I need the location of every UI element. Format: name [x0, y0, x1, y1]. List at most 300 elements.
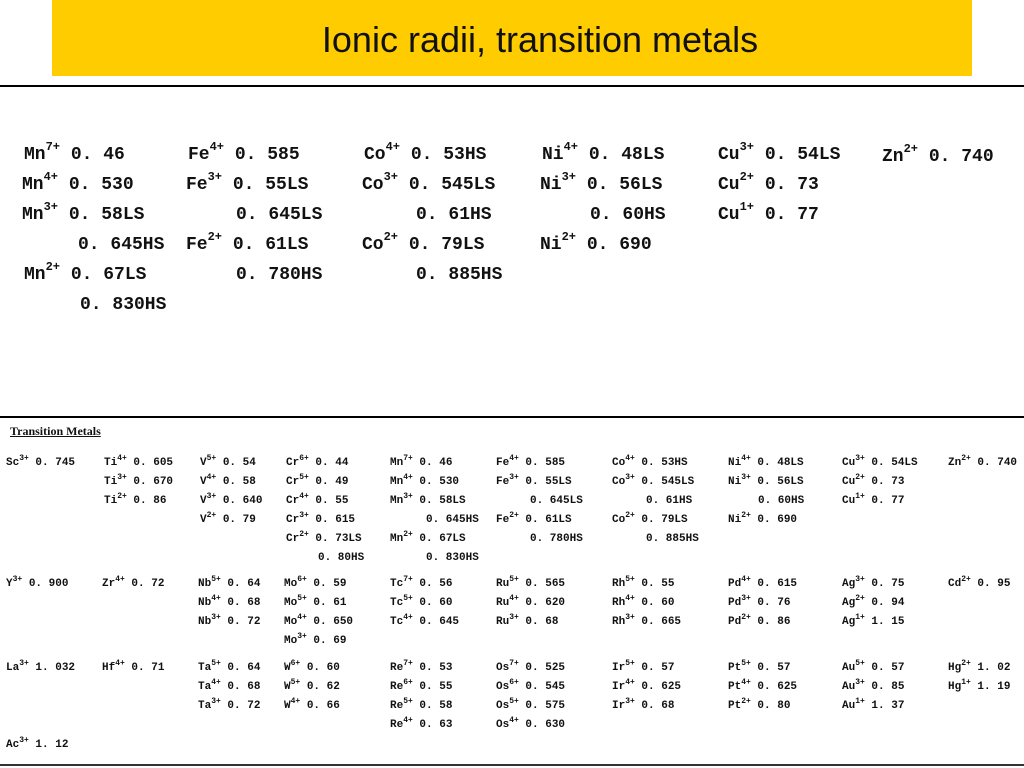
table-ion-mn-15	[390, 473, 460, 488]
radius-value: 0. 650	[313, 616, 354, 628]
radius-value: 0. 645HS	[78, 235, 165, 255]
radius-value: 0. 745	[35, 457, 76, 469]
ion-charge: 3+	[739, 140, 755, 154]
table-ion-cr-9	[286, 473, 349, 488]
ion-symbol: Cd	[948, 578, 962, 590]
ion-symbol: Ir	[612, 700, 626, 712]
radius-value: 0. 62	[306, 681, 340, 693]
radius-value: 0. 67LS	[70, 265, 147, 285]
radius-value: 0. 645	[419, 616, 460, 628]
table-ion-la-63	[6, 659, 76, 674]
ion-charge: 3+	[12, 575, 23, 584]
ion-symbol: Au	[842, 662, 856, 674]
ion-charge: 7+	[403, 575, 413, 584]
radius-value: 0. 77	[764, 205, 819, 225]
ion-charge: 3+	[625, 613, 635, 622]
ion-charge: 2+	[741, 511, 751, 520]
ion-symbol: Tc	[390, 578, 404, 590]
table-ion-ta-67	[198, 697, 261, 712]
ion-symbol: Tc	[390, 597, 404, 609]
ion-charge: 5+	[403, 697, 413, 706]
ion-symbol: Cr	[286, 495, 300, 507]
table-ion-cr-8	[286, 454, 349, 469]
table-ion-nb-40	[198, 575, 261, 590]
ion-charge: 5+	[625, 575, 635, 584]
ion-symbol: Zn	[948, 457, 962, 469]
ion-charge: 4+	[117, 454, 127, 463]
ion-charge: 4+	[43, 170, 59, 184]
table-ion-fe-21	[496, 473, 572, 488]
table-ion-cu-34	[842, 454, 918, 469]
radius-value: 0. 58LS	[419, 495, 466, 507]
ion-symbol: Pt	[728, 662, 742, 674]
ion-charge: 2+	[961, 659, 971, 668]
ion-symbol: Re	[390, 719, 404, 731]
radius-value: 0. 830HS	[426, 552, 479, 564]
radius-value: 0. 780HS	[236, 265, 323, 285]
ion-charge: 2+	[509, 511, 519, 520]
enlarged-ion-cont-3	[78, 236, 164, 254]
ion-symbol: Cr	[286, 476, 300, 488]
radius-value: 0. 55LS	[232, 175, 309, 195]
enlarged-ion-mn-2	[22, 200, 145, 225]
radius-value: 0. 64	[227, 662, 261, 674]
ion-charge: 2+	[383, 230, 399, 244]
ion-charge: 5+	[509, 575, 519, 584]
table-ion-ni-31	[728, 473, 804, 488]
table-ion-pt-83	[728, 678, 798, 693]
enlarged-ion-cont-18	[590, 206, 666, 224]
table-ion-nb-41	[198, 594, 261, 609]
ion-symbol: W	[284, 662, 291, 674]
ion-symbol: Fe	[186, 235, 208, 255]
table-ion-cr-12	[286, 530, 362, 545]
ion-charge: 3+	[855, 575, 865, 584]
ion-charge: 4+	[403, 473, 413, 482]
ion-charge: 2+	[207, 230, 223, 244]
table-ion-fe-20	[496, 454, 566, 469]
table-ion-os-75	[496, 659, 566, 674]
ion-symbol: Co	[612, 476, 626, 488]
ion-symbol: W	[284, 681, 291, 693]
radius-value: 0. 585	[525, 457, 566, 469]
ion-symbol: Hg	[948, 681, 962, 693]
table-ion-re-74	[390, 716, 453, 731]
table-ion-w-68	[284, 659, 340, 674]
table-ion-mo-44	[284, 594, 347, 609]
radius-value: 0. 780HS	[530, 533, 583, 545]
table-ion-cr-10	[286, 492, 349, 507]
radius-value: 0. 69	[313, 635, 347, 647]
ion-charge: 3+	[19, 659, 29, 668]
radius-value: 0. 605	[133, 457, 174, 469]
table-ion-cu-36	[842, 492, 905, 507]
radius-value: 0. 58	[222, 476, 256, 488]
radius-value: 0. 545LS	[641, 476, 695, 488]
ion-charge: 1+	[739, 200, 755, 214]
table-ion-co-25	[612, 454, 688, 469]
table-ion-hg-89	[948, 678, 1011, 693]
radius-value: 0. 79LS	[641, 514, 688, 526]
ion-charge: 6+	[299, 454, 309, 463]
radius-value: 0. 740	[928, 147, 994, 167]
table-ion-hf-64	[102, 659, 165, 674]
radius-value: 0. 58LS	[68, 205, 145, 225]
enlarged-ion-cont-13	[416, 206, 492, 224]
table-ion-v-7	[200, 511, 256, 526]
enlarged-ion-fe-6	[188, 140, 300, 165]
ion-charge: 5+	[211, 659, 221, 668]
ion-symbol: Cr	[286, 514, 300, 526]
radius-value: 0. 56LS	[757, 476, 804, 488]
page-title: Ionic radii, transition metals	[321, 19, 759, 60]
table-ion-pd-56	[728, 575, 798, 590]
radius-value: 1. 12	[35, 739, 69, 751]
ion-charge: 4+	[211, 594, 221, 603]
ion-charge: 5+	[299, 473, 309, 482]
ion-symbol: Cu	[842, 495, 856, 507]
table-ion-cont-13	[318, 553, 364, 564]
ion-charge: 4+	[563, 140, 579, 154]
ion-charge: 1+	[855, 613, 865, 622]
ion-charge: 6+	[290, 659, 301, 668]
radius-value: 0. 61HS	[646, 495, 693, 507]
radius-value: 0. 53	[419, 662, 453, 674]
ion-symbol: Nb	[198, 616, 212, 628]
radius-value: 0. 71	[131, 662, 165, 674]
ion-symbol: Co	[362, 235, 384, 255]
top-divider	[0, 85, 1024, 87]
ion-charge: 1+	[961, 678, 971, 687]
radius-value: 0. 79LS	[408, 235, 485, 255]
ion-charge: 3+	[211, 613, 221, 622]
ion-charge: 2+	[403, 530, 413, 539]
ion-charge: 3+	[625, 473, 635, 482]
radius-value: 0. 55	[419, 681, 453, 693]
ion-charge: 4+	[290, 697, 301, 706]
radius-value: 0. 72	[131, 578, 165, 590]
table-ion-cont-22	[530, 496, 583, 507]
ion-symbol: Ta	[198, 681, 212, 693]
radius-value: 0. 54LS	[871, 457, 918, 469]
ion-charge: 3+	[207, 170, 223, 184]
table-ion-os-78	[496, 716, 566, 731]
radius-value: 0. 585	[234, 145, 300, 165]
ion-charge: 2+	[206, 511, 217, 520]
table-ion-zr-39	[102, 575, 165, 590]
radius-value: 0. 77	[871, 495, 905, 507]
ion-symbol: Mo	[284, 578, 298, 590]
table-ion-ru-51	[496, 594, 566, 609]
ion-symbol: Ag	[842, 616, 856, 628]
table-ion-re-73	[390, 697, 453, 712]
ion-charge: 3+	[741, 473, 751, 482]
table-ion-ru-50	[496, 575, 566, 590]
ion-symbol: Ac	[6, 739, 20, 751]
ion-symbol: Co	[612, 457, 626, 469]
ion-charge: 3+	[383, 170, 399, 184]
radius-value: 0. 86	[757, 616, 791, 628]
radius-value: 0. 55	[315, 495, 349, 507]
ion-charge: 4+	[509, 454, 519, 463]
radius-value: 0. 625	[641, 681, 682, 693]
ion-charge: 3+	[855, 454, 865, 463]
enlarged-ion-cont-8	[236, 206, 322, 224]
ion-charge: 2+	[741, 697, 751, 706]
ion-charge: 7+	[403, 454, 413, 463]
ion-charge: 2+	[299, 530, 309, 539]
radius-value: 0. 68	[227, 597, 261, 609]
radius-value: 0. 830HS	[80, 295, 167, 315]
enlarged-ion-fe-9	[186, 230, 309, 255]
ion-charge: 4+	[385, 140, 401, 154]
enlarged-ion-cu-21	[718, 170, 819, 195]
enlarged-ion-co-11	[364, 140, 487, 165]
ion-charge: 4+	[625, 678, 635, 687]
table-ion-w-70	[284, 697, 340, 712]
radius-value: 0. 73	[871, 476, 905, 488]
radius-value: 0. 900	[28, 578, 69, 590]
ion-charge: 3+	[297, 632, 307, 641]
ion-symbol: Cu	[718, 175, 740, 195]
radius-value: 0. 95	[977, 578, 1011, 590]
ion-symbol: Ag	[842, 578, 856, 590]
enlarged-ion-mn-1	[22, 170, 134, 195]
ion-charge: 3+	[211, 697, 221, 706]
ion-symbol: Mn	[24, 145, 46, 165]
radius-value: 0. 530	[68, 175, 134, 195]
ion-charge: 4+	[625, 594, 635, 603]
ion-symbol: Co	[364, 145, 386, 165]
radius-value: 0. 565	[525, 578, 566, 590]
radius-value: 0. 67LS	[419, 533, 466, 545]
ion-charge: 5+	[297, 594, 307, 603]
table-ion-ac-90	[6, 736, 69, 751]
table-ion-re-71	[390, 659, 453, 674]
radius-value: 0. 72	[227, 700, 261, 712]
radius-value: 0. 54	[222, 457, 256, 469]
table-ion-tc-49	[390, 613, 460, 628]
ion-charge: 7+	[403, 659, 413, 668]
radius-value: 0. 59	[313, 578, 347, 590]
ion-symbol: Re	[390, 662, 404, 674]
table-ion-os-77	[496, 697, 566, 712]
radius-value: 0. 56LS	[586, 175, 663, 195]
ion-charge: 3+	[43, 200, 59, 214]
table-ion-fe-23	[496, 511, 572, 526]
enlarged-ion-cu-20	[718, 140, 841, 165]
ion-charge: 4+	[741, 575, 751, 584]
ion-charge: 1+	[855, 697, 865, 706]
title-banner	[52, 0, 972, 76]
ion-charge: 4+	[509, 716, 519, 725]
ion-symbol: Os	[496, 662, 510, 674]
ion-symbol: Ni	[728, 514, 742, 526]
ion-symbol: Re	[390, 681, 404, 693]
ion-symbol: Hg	[948, 662, 962, 674]
table-ion-v-5	[200, 473, 256, 488]
radius-value: 0. 75	[871, 578, 905, 590]
radius-value: 0. 620	[525, 597, 566, 609]
ion-symbol: Mn	[22, 175, 44, 195]
enlarged-ion-mn-4	[24, 260, 147, 285]
radius-value: 0. 61HS	[416, 205, 492, 225]
table-ion-ag-60	[842, 594, 905, 609]
ion-charge: 5+	[211, 575, 221, 584]
radius-value: 0. 85	[871, 681, 905, 693]
table-ion-nb-42	[198, 613, 261, 628]
ion-symbol: Mn	[390, 495, 404, 507]
ion-symbol: Y	[6, 578, 13, 590]
ion-charge: 4+	[403, 716, 413, 725]
ion-symbol: V	[200, 476, 207, 488]
table-ion-tc-47	[390, 575, 453, 590]
ion-charge: 4+	[741, 678, 751, 687]
enlarged-ion-cont-5	[80, 296, 166, 314]
ion-symbol: Fe	[188, 145, 210, 165]
radius-value: 0. 670	[133, 476, 174, 488]
radius-value: 1. 02	[977, 662, 1011, 674]
ion-charge: 5+	[509, 697, 519, 706]
ion-charge: 3+	[117, 473, 127, 482]
ion-charge: 3+	[625, 697, 635, 706]
table-ion-rh-53	[612, 575, 675, 590]
ion-symbol: Pt	[728, 681, 742, 693]
table-ion-co-28	[612, 511, 688, 526]
table-title: Transition Metals	[10, 424, 101, 438]
radius-value: 0. 575	[525, 700, 566, 712]
ion-symbol: Mn	[390, 533, 404, 545]
radius-value: 0. 61LS	[232, 235, 309, 255]
radius-value: 0. 58	[419, 700, 453, 712]
radius-value: 0. 53HS	[410, 145, 487, 165]
table-ion-sc-0	[6, 454, 76, 469]
ion-charge: 3+	[855, 678, 865, 687]
enlarged-ion-co-14	[362, 230, 485, 255]
radius-value: 0. 68	[525, 616, 559, 628]
ion-symbol: Cu	[718, 205, 740, 225]
table-ion-cont-32	[758, 496, 804, 507]
ion-symbol: Ni	[540, 235, 562, 255]
ion-charge: 5+	[855, 659, 865, 668]
ion-symbol: Ru	[496, 578, 510, 590]
radius-value: 1. 19	[977, 681, 1011, 693]
table-ion-au-87	[842, 697, 905, 712]
ion-charge: 6+	[509, 678, 519, 687]
radius-value: 0. 645LS	[530, 495, 583, 507]
ion-charge: 4+	[403, 613, 413, 622]
table-ion-hg-88	[948, 659, 1011, 674]
table-ion-rh-55	[612, 613, 682, 628]
table-ion-ag-61	[842, 613, 905, 628]
ion-charge: 3+	[19, 736, 29, 745]
ion-charge: 5+	[403, 594, 413, 603]
ion-charge: 4+	[741, 454, 751, 463]
radius-value: 0. 80	[757, 700, 791, 712]
ion-charge: 4+	[206, 473, 217, 482]
radius-value: 0. 54LS	[764, 145, 841, 165]
ion-charge: 2+	[625, 511, 635, 520]
radius-value: 0. 60HS	[590, 205, 666, 225]
enlarged-ion-zn-23	[882, 142, 994, 167]
table-ion-cd-62	[948, 575, 1011, 590]
radius-value: 0. 46	[70, 145, 125, 165]
enlarged-ion-co-12	[362, 170, 496, 195]
ion-symbol: Cu	[718, 145, 740, 165]
ion-symbol: Ni	[728, 476, 742, 488]
ion-charge: 2+	[561, 230, 577, 244]
table-ion-mo-45	[284, 613, 354, 628]
ion-symbol: Re	[390, 700, 404, 712]
radius-value: 0. 68	[227, 681, 261, 693]
ion-symbol: Ni	[540, 175, 562, 195]
enlarged-ion-ni-16	[542, 140, 665, 165]
table-ion-cont-17	[426, 515, 479, 526]
radius-value: 0. 60HS	[758, 495, 805, 507]
ion-symbol: Cr	[286, 533, 300, 545]
radius-value: 0. 625	[757, 681, 798, 693]
radius-value: 0. 49	[315, 476, 349, 488]
ion-symbol: Ti	[104, 476, 118, 488]
radius-value: 0. 545	[525, 681, 566, 693]
ion-charge: 4+	[211, 678, 221, 687]
table-ion-au-86	[842, 678, 905, 693]
ion-symbol: Pd	[728, 597, 742, 609]
radius-value: 0. 615	[315, 514, 356, 526]
table-ion-mn-18	[390, 530, 466, 545]
table-ion-rh-54	[612, 594, 675, 609]
ion-symbol: La	[6, 662, 20, 674]
table-ion-ir-80	[612, 678, 682, 693]
radius-value: 0. 530	[419, 476, 460, 488]
ion-charge: 4+	[115, 575, 125, 584]
table-ion-zn-37	[948, 454, 1018, 469]
radius-value: 0. 525	[525, 662, 566, 674]
table-ion-cont-19	[426, 553, 479, 564]
table-ion-ta-66	[198, 678, 261, 693]
ion-charge: 1+	[855, 492, 865, 501]
ion-symbol: Nb	[198, 578, 212, 590]
radius-value: 0. 63	[419, 719, 453, 731]
ion-charge: 2+	[961, 575, 971, 584]
ion-charge: 3+	[206, 492, 217, 501]
ion-charge: 5+	[741, 659, 751, 668]
table-ion-cont-24	[530, 534, 583, 545]
ion-symbol: Mn	[390, 476, 404, 488]
ion-charge: 3+	[299, 511, 309, 520]
ion-charge: 4+	[209, 140, 225, 154]
radius-value: 0. 61	[313, 597, 347, 609]
table-ion-co-26	[612, 473, 695, 488]
ion-symbol: Fe	[496, 514, 510, 526]
ion-charge: 2+	[903, 142, 919, 156]
radius-value: 0. 60	[306, 662, 340, 674]
ion-charge: 4+	[297, 613, 307, 622]
radius-value: 0. 630	[525, 719, 566, 731]
ion-charge: 5+	[206, 454, 217, 463]
radius-value: 0. 46	[419, 457, 453, 469]
ion-symbol: W	[284, 700, 291, 712]
table-ion-pt-82	[728, 659, 791, 674]
ion-charge: 3+	[509, 613, 519, 622]
ion-symbol: Rh	[612, 616, 626, 628]
radius-value: 0. 55LS	[525, 476, 572, 488]
ion-charge: 3+	[741, 594, 751, 603]
table-ion-ni-30	[728, 454, 804, 469]
radius-value: 0. 44	[315, 457, 349, 469]
radius-value: 0. 885HS	[646, 533, 699, 545]
ion-symbol: Rh	[612, 578, 626, 590]
